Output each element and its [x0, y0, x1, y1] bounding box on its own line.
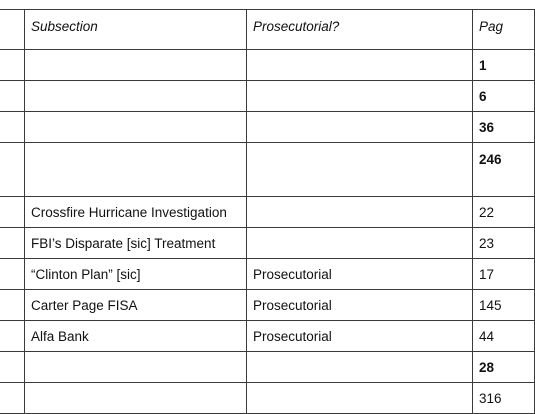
section-cell — [0, 259, 25, 290]
section-cell — [0, 321, 25, 352]
section-cell — [0, 383, 25, 414]
prosecutorial-cell — [247, 112, 473, 143]
subsection-cell: FBI’s Disparate [sic] Treatment — [25, 228, 247, 259]
pages-cell: 145 — [473, 290, 535, 321]
header-cell-pages: Pag — [473, 10, 535, 50]
prosecutorial-cell — [247, 197, 473, 228]
header-cell-section — [0, 10, 25, 50]
prosecutorial-cell — [247, 50, 473, 81]
pages-cell: 1 — [473, 50, 535, 81]
table-row — [0, 112, 535, 143]
pages-cell: 44 — [473, 321, 535, 352]
subsection-cell: Alfa Bank — [25, 321, 247, 352]
table-row — [0, 259, 535, 290]
section-cell — [0, 50, 25, 81]
subsection-cell — [25, 352, 247, 383]
section-cell — [0, 290, 25, 321]
prosecutorial-cell — [247, 81, 473, 112]
header-cell-subsection: Subsection — [25, 10, 247, 50]
prosecutorial-cell — [247, 383, 473, 414]
pages-cell: 28 — [473, 352, 535, 383]
section-cell — [0, 81, 25, 112]
prosecutorial-cell: Prosecutorial — [247, 259, 473, 290]
prosecutorial-cell: Prosecutorial — [247, 290, 473, 321]
section-cell — [0, 197, 25, 228]
table-row — [0, 352, 535, 383]
pages-cell: 316 — [473, 383, 535, 414]
section-cell — [0, 112, 25, 143]
pages-cell: 22 — [473, 197, 535, 228]
table-row — [0, 197, 535, 228]
subsection-cell — [25, 81, 247, 112]
table-row — [0, 143, 535, 197]
prosecutorial-cell: Prosecutorial — [247, 321, 473, 352]
subsection-cell — [25, 112, 247, 143]
pages-cell: 6 — [473, 81, 535, 112]
table-row — [0, 290, 535, 321]
table-row — [0, 228, 535, 259]
subsection-cell: Crossfire Hurricane Investigation — [25, 197, 247, 228]
table-row — [0, 81, 535, 112]
pages-cell: 17 — [473, 259, 535, 290]
header-cell-prosecutorial: Prosecutorial? — [247, 10, 473, 50]
prosecutorial-cell — [247, 143, 473, 197]
table-row — [0, 321, 535, 352]
prosecutorial-cell — [247, 228, 473, 259]
section-cell — [0, 228, 25, 259]
section-cell — [0, 352, 25, 383]
pages-cell: 23 — [473, 228, 535, 259]
table-row — [0, 50, 535, 81]
sections-table — [0, 9, 535, 414]
subsection-cell — [25, 143, 247, 197]
table-row — [0, 383, 535, 414]
subsection-cell: “Clinton Plan” [sic] — [25, 259, 247, 290]
pages-cell: 246 — [473, 143, 535, 197]
subsection-cell — [25, 50, 247, 81]
section-cell — [0, 143, 25, 197]
pages-cell: 36 — [473, 112, 535, 143]
subsection-cell: Carter Page FISA — [25, 290, 247, 321]
prosecutorial-cell — [247, 352, 473, 383]
subsection-cell — [25, 383, 247, 414]
table-header-row — [0, 10, 535, 50]
